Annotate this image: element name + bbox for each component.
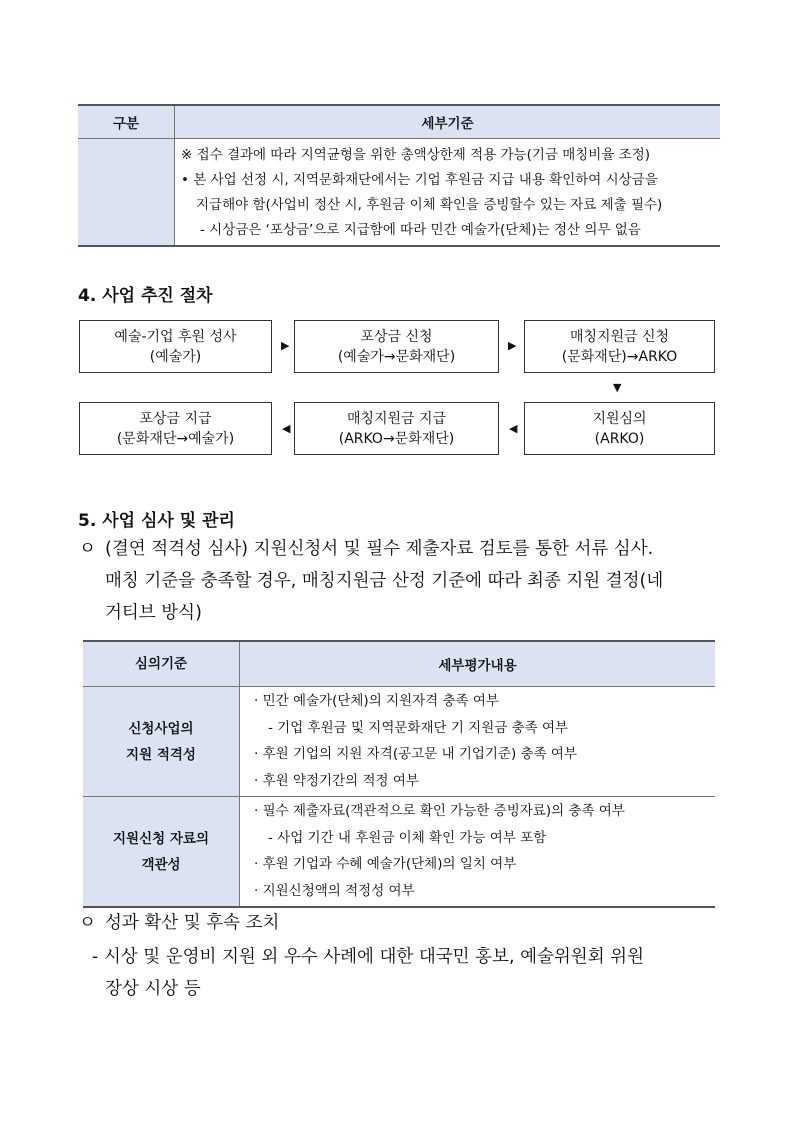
step-reward-application — [294, 320, 499, 373]
step-matching-application — [524, 320, 715, 373]
arrow-left-icon: ◀ — [282, 422, 291, 435]
criterion-cell — [83, 797, 240, 908]
criteria-bullet: • 본 사업 선정 시, 지역문화재단에서는 기업 후원금 지급 내용 확인하여 시상금을 — [181, 172, 658, 188]
header-review-criteria: 심의기준 — [83, 641, 240, 687]
section-4-title: 4. 사업 추진 절차 — [78, 286, 213, 306]
review-paragraph — [79, 533, 663, 629]
step-actor: (문화재단→예술가) — [116, 430, 235, 447]
step-support-review — [524, 402, 715, 455]
step-actor: (예술가→문화재단) — [337, 348, 456, 365]
review-line-2: 매칭 기준을 충족할 경우, 매칭지원금 산정 기준에 따라 최종 지원 결정(네 — [105, 571, 664, 591]
list-item: · 후원 약정기간의 적정 여부 — [254, 772, 419, 789]
followup-line: ㅇ 성과 확산 및 후속 조치 — [79, 907, 279, 939]
step-reward-payment — [79, 402, 272, 455]
header-evaluation-details: 세부평가내용 — [240, 641, 716, 687]
criteria-subnote: - 시상금은 ‘포상금’으로 지급함에 따라 민간 예술가(단체)는 정산 의무 없음 — [200, 222, 641, 238]
followup-detail — [92, 941, 644, 1005]
criterion-cell — [83, 687, 240, 797]
step-actor: (ARKO→문화재단) — [338, 430, 455, 447]
table-row — [78, 139, 720, 247]
evaluation-table-header — [83, 641, 715, 687]
step-matching-payment — [294, 402, 499, 455]
criteria-table — [78, 104, 720, 247]
header-category: 구분 — [78, 105, 175, 139]
step-actor: (ARKO) — [594, 430, 645, 447]
list-item: · 필수 제출자료(객관적으로 확인 가능한 증빙자료)의 충족 여부 — [254, 803, 625, 819]
criterion-line: 지원신청 자료의 — [113, 830, 209, 847]
criterion-line: 지원 적격성 — [126, 746, 196, 763]
list-item: · 후원 기업과 수혜 예술가(단체)의 일치 여부 — [254, 856, 517, 872]
details-cell — [240, 797, 716, 908]
step-label: 지원심의 — [592, 410, 647, 427]
step-actor: (예술가) — [149, 348, 202, 365]
step-label: 예술-기업 후원 성사 — [114, 328, 237, 345]
list-item: · 민간 예술가(단체)의 지원자격 충족 여부 — [254, 693, 499, 709]
list-item: · 후원 기업의 지원 자격(공고문 내 기업기준) 충족 여부 — [254, 746, 578, 762]
circle-bullet-icon: ㅇ — [79, 913, 96, 933]
section-5-title: 5. 사업 심사 및 관리 — [78, 511, 235, 531]
header-detail-criteria: 세부기준 — [175, 105, 721, 139]
criterion-line: 객관성 — [141, 856, 181, 873]
category-cell — [78, 139, 175, 247]
arrow-right-icon: ▶ — [281, 339, 290, 352]
criteria-table-header — [78, 105, 720, 139]
criterion-line: 신청사업의 — [128, 720, 194, 737]
review-line-3: 거티브 방식) — [105, 603, 202, 623]
step-label: 포상금 신청 — [360, 328, 433, 345]
evaluation-table — [83, 640, 715, 908]
step-label: 매칭지원금 지급 — [346, 410, 447, 427]
list-item: - 사업 기간 내 후원금 이체 확인 가능 여부 포함 — [268, 829, 547, 846]
list-item: · 지원신청액의 적정성 여부 — [254, 882, 415, 899]
criteria-note: ※ 접수 결과에 따라 지역균형을 위한 총액상한제 적용 가능(기금 매칭비율 조정) — [181, 147, 651, 163]
table-row — [83, 687, 715, 797]
arrow-left-icon: ◀ — [509, 422, 518, 435]
arrow-right-icon: ▶ — [508, 339, 517, 352]
arrow-down-icon: ▼ — [613, 381, 622, 394]
step-sponsorship-match — [79, 320, 272, 373]
followup-detail-line-2: 장상 시상 등 — [105, 979, 201, 999]
followup-detail-line-1: - 시상 및 운영비 지원 외 우수 사례에 대한 대국민 홍보, 예술위원회 위원 — [92, 947, 644, 967]
circle-bullet-icon: ㅇ — [79, 539, 96, 559]
list-item: - 기업 후원금 및 지역문화재단 기 지원금 충족 여부 — [268, 719, 569, 736]
step-actor: (문화재단)→ARKO — [561, 348, 678, 365]
detail-cell — [175, 139, 721, 247]
followup-paragraph — [79, 907, 279, 939]
step-label: 포상금 지급 — [139, 410, 212, 427]
criteria-bullet-cont: 지급해야 함(사업비 정산 시, 후원금 이체 확인을 증빙할수 있는 자료 제출 필수) — [196, 197, 663, 213]
review-line-1: ㅇ (결연 적격성 심사) 지원신청서 및 필수 제출자료 검토를 통한 서류 심사. — [79, 533, 663, 565]
details-cell — [240, 687, 716, 797]
table-row — [83, 797, 715, 908]
step-label: 매칭지원금 신청 — [569, 328, 670, 345]
